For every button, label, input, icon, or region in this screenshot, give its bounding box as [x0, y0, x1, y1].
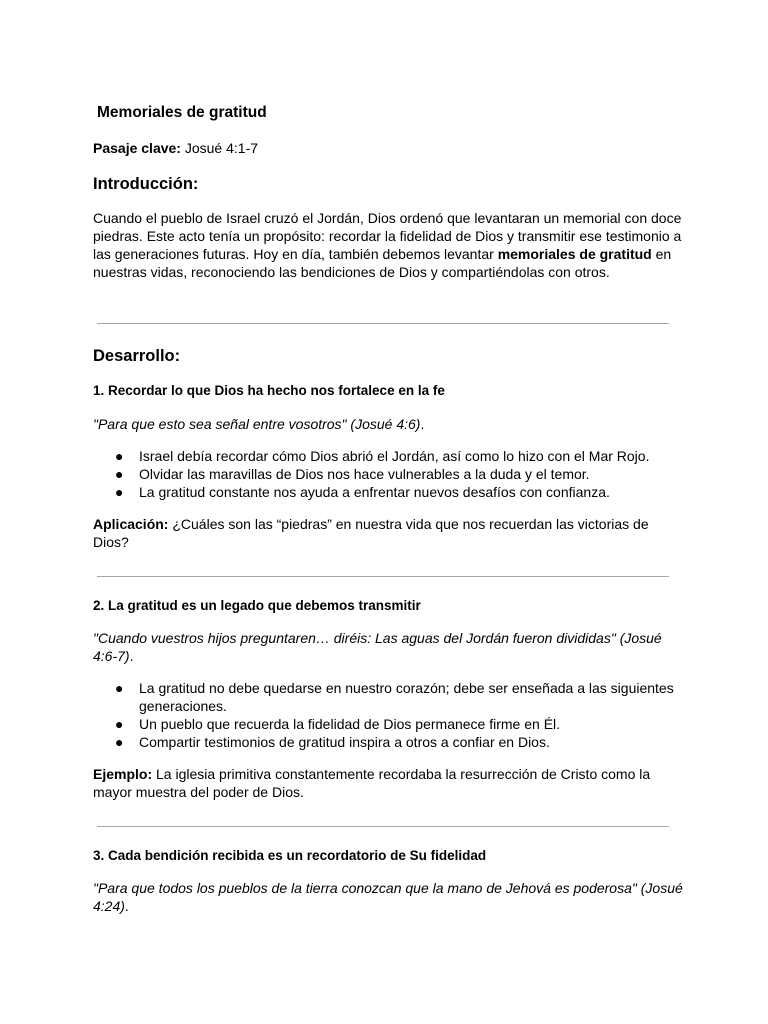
application-text: ¿Cuáles son las “piedras” en nuestra vida que nos recuerdan las victorias de Dios? [93, 516, 649, 550]
intro-paragraph [93, 209, 683, 281]
point-1-application [93, 515, 683, 551]
list-item: ● Olvidar las maravillas de Dios nos hace vulnerables a la duda y el temor. [115, 466, 590, 482]
divider [97, 826, 669, 827]
point-1-title: 1. Recordar lo que Dios ha hecho nos fortalece en la fe [93, 383, 445, 398]
point-2-title: 2. La gratitud es un legado que debemos transmitir [93, 598, 421, 613]
intro-heading: Introducción: [93, 175, 199, 193]
bullet-icon: ● [115, 448, 124, 464]
example-label: Ejemplo: [93, 766, 153, 782]
point-1-bullets [93, 447, 683, 501]
development-heading: Desarrollo: [93, 347, 181, 365]
list-item: ● Compartir testimonios de gratitud inspira a otros a confiar en Dios. [115, 734, 550, 750]
point-3-quote-text: "Para que todos los pueblos de la tierra conozcan que la mano de Jehová es poderosa" (Josué 4:24) [93, 880, 683, 914]
document-title: Memoriales de gratitud [97, 104, 267, 121]
list-item: ● La gratitud constante nos ayuda a enfrentar nuevos desafíos con confianza. [115, 484, 610, 500]
point-3-quote [93, 879, 683, 915]
point-2-quote [93, 629, 683, 665]
point-1-quote-tail: . [420, 416, 425, 432]
point-2-quote-tail: . [129, 648, 134, 664]
example-text: La iglesia primitiva constantemente recordaba la resurrección de Cristo como la mayor muestra del poder de Dios. [93, 766, 651, 800]
intro-text-1: Cuando el pueblo de Israel cruzó el Jordán, Dios ordenó que levantaran un memorial con doce piedras. Este acto tenía un propósito: recordar la fidelidad de Dios y transmitir ese testimonio a las generaciones futuras. Hoy en día, también debemos levantar [93, 210, 682, 262]
list-item: ● Israel debía recordar cómo Dios abrió el Jordán, así como lo hizo con el Mar Rojo. [115, 448, 650, 464]
intro-bold: memoriales de gratitud [497, 246, 652, 262]
point-2-bullets [93, 679, 683, 751]
application-label: Aplicación: [93, 516, 169, 532]
key-passage-value: Josué 4:1-7 [180, 140, 259, 156]
point-2-example [93, 765, 683, 801]
key-passage [93, 139, 683, 157]
point-1-quote-text: "Para que esto sea señal entre vosotros" (Josué 4:6) [93, 416, 421, 432]
list-item: ● Un pueblo que recuerda la fidelidad de Dios permanece firme en Él. [115, 716, 561, 732]
point-1-quote [93, 415, 683, 433]
bullet-icon: ● [115, 484, 124, 500]
divider [97, 576, 669, 577]
bullet-icon: ● [115, 716, 124, 732]
list-item: ● La gratitud no debe quedarse en nuestro corazón; debe ser enseñada a las siguientes generaciones. [115, 680, 674, 714]
divider [97, 323, 669, 324]
point-2-quote-text: "Cuando vuestros hijos preguntaren… diréis: Las aguas del Jordán fueron divididas" (Josué 4:6-7) [93, 630, 662, 664]
bullet-icon: ● [115, 466, 124, 482]
point-3-quote-tail: . [124, 898, 129, 914]
key-passage-label: Pasaje clave: [93, 140, 181, 156]
bullet-icon: ● [115, 680, 124, 696]
bullet-icon: ● [115, 734, 124, 750]
intro-text-2: en nuestras vidas, reconociendo las bendiciones de Dios y compartiéndolas con otros. [93, 246, 672, 280]
point-3-title: 3. Cada bendición recibida es un recordatorio de Su fidelidad [93, 848, 487, 863]
